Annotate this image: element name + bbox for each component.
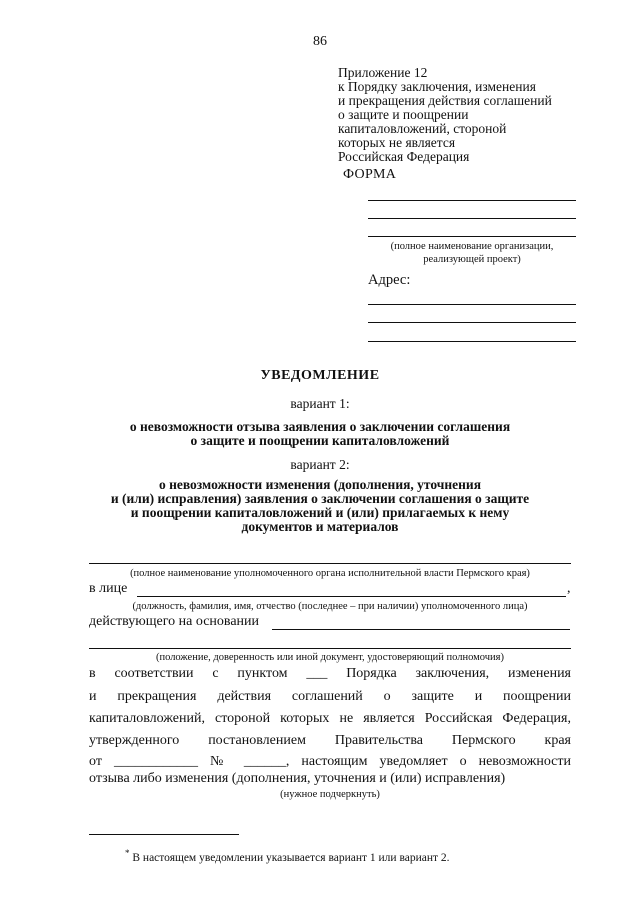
variant-1-line: о защите и поощрении капиталовложений (190, 433, 450, 448)
appendix-line: Российская Федерация (338, 149, 470, 164)
variant-2-line: о невозможности изменения (дополнения, уточнения (158, 477, 482, 492)
appendix-line: капиталовложений, стороной (338, 121, 507, 136)
basis-caption: (положение, доверенность или иной документ, удостоверяющий полномочия) (155, 652, 505, 663)
in-person-label: в лице (89, 581, 128, 596)
address-line-1[interactable] (368, 304, 576, 305)
appendix-line: которых не является (338, 135, 456, 150)
in-person-comma: , (567, 581, 571, 596)
footnote-mark: * (125, 848, 130, 858)
body-line: в соответствии с пунктом ___ Порядка заключения, изменения (89, 666, 571, 681)
body-line: капиталовложений, стороной которых не является Российская Федерация, (89, 711, 571, 726)
document-title: УВЕДОМЛЕНИЕ (260, 368, 380, 383)
address-line-2[interactable] (368, 322, 576, 323)
footnote-text: В настоящем уведомлении указывается вариант 1 или вариант 2. (132, 851, 450, 864)
variant-1-label: вариант 1: (290, 396, 350, 411)
body-line: и прекращения действия соглашений о защите и поощрении (89, 689, 571, 704)
appendix-line: и прекращения действия соглашений (338, 93, 552, 108)
appendix-line: о защите и поощрении (338, 107, 469, 122)
address-label: Адрес: (368, 272, 411, 288)
in-person-line[interactable] (137, 596, 566, 597)
appendix-heading (338, 66, 588, 164)
org-caption-line: (полное наименование организации, (390, 241, 554, 252)
address-line-3[interactable] (368, 341, 576, 342)
appendix-line: Приложение 12 (338, 65, 428, 80)
acting-label: действующего на основании (89, 614, 260, 629)
form-label: ФОРМА (343, 167, 397, 182)
variant-2-line: и (или) исправления) заявления о заключении соглашения о защите (110, 491, 530, 506)
org-caption-line: реализующей проект) (423, 254, 521, 265)
variant-2-label: вариант 2: (290, 457, 350, 472)
position-caption: (должность, фамилия, имя, отчество (последнее – при наличии) уполномоченного лица) (132, 601, 528, 612)
footnote (125, 848, 450, 864)
variant-1-line: о невозможности отзыва заявления о заключении соглашения (129, 419, 511, 434)
acting-line[interactable] (272, 629, 570, 630)
footnote-separator (89, 834, 239, 835)
authority-caption: (полное наименование уполномоченного органа исполнительной власти Пермского края) (130, 568, 530, 579)
variant-2-line: документов и материалов (241, 519, 399, 534)
body-line: отзыва либо изменения (дополнения, уточнения и (или) исправления) (89, 771, 506, 786)
org-caption (368, 240, 576, 266)
org-name-line-3[interactable] (368, 236, 576, 237)
basis-line[interactable] (89, 648, 571, 649)
org-name-line-2[interactable] (368, 218, 576, 219)
underline-caption: (нужное подчеркнуть) (280, 789, 380, 800)
variant-1-text (80, 420, 560, 448)
org-name-line-1[interactable] (368, 200, 576, 201)
page-number: 86 (313, 34, 327, 49)
body-line: утвержденного постановлением Правительства Пермского края (89, 733, 571, 748)
variant-2-line: и поощрении капиталовложений и (или) прилагаемых к нему (130, 505, 510, 520)
variant-2-text (80, 478, 560, 534)
appendix-line: к Порядку заключения, изменения (338, 79, 536, 94)
body-line: от ____________ № ______, настоящим уведомляет о невозможности (89, 754, 571, 769)
authority-line[interactable] (89, 563, 571, 564)
